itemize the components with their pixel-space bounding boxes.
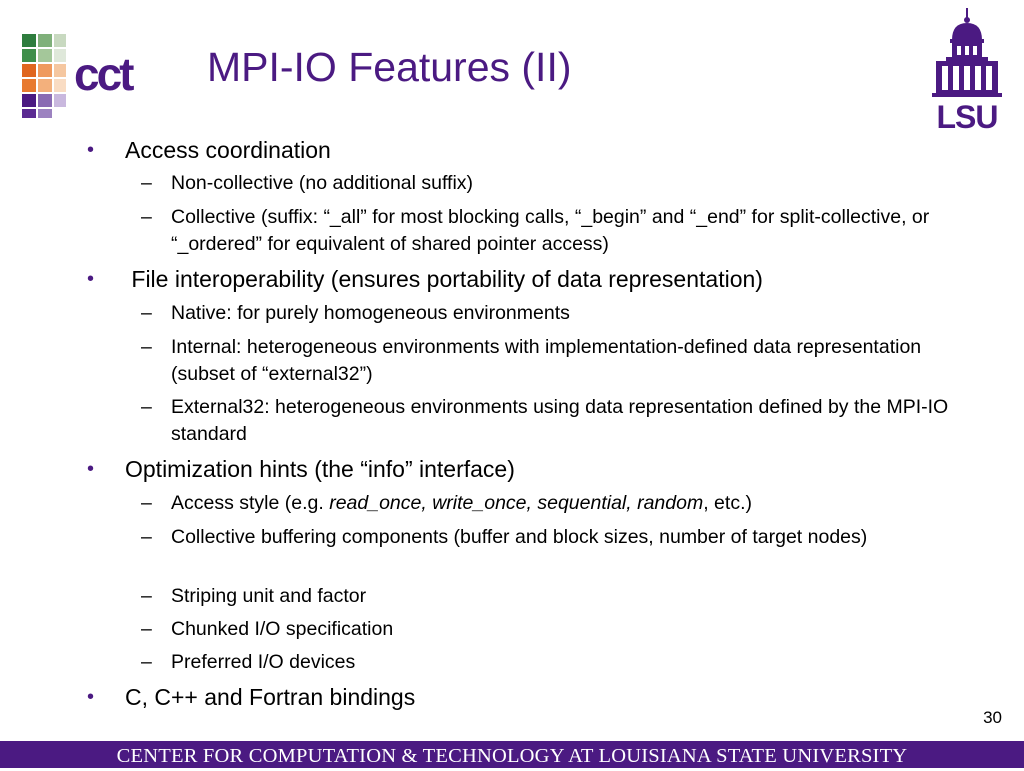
dash-mark: – — [141, 302, 152, 324]
bullet-item — [87, 265, 945, 293]
sub-bullet-item — [141, 334, 951, 388]
sub-bullet-item — [141, 616, 951, 643]
cct-wordmark: cct — [74, 48, 132, 100]
sub-bullet-text: Collective (suffix: “_all” for most blocking calls, “_begin” and “_end” for split-collective, or “_ordered” for equivalent of shared pointer access) — [171, 206, 930, 255]
sub-bullet-item — [141, 394, 951, 448]
bullet-text: Optimization hints (the “info” interface) — [125, 456, 515, 482]
sub-bullet-item — [141, 204, 951, 258]
sub-bullet-italic-text: read_once, write_once, sequential, random — [329, 492, 704, 514]
dash-mark: – — [141, 172, 152, 194]
sub-bullet-text: Internal: heterogeneous environments with implementation-defined data representation (subset of “external32”) — [171, 336, 922, 385]
lsu-wordmark: LSU — [936, 99, 998, 132]
sub-bullet-item — [141, 300, 951, 327]
sub-bullet-text: Access style (e.g. — [171, 492, 330, 514]
dash-mark: – — [141, 492, 152, 514]
bullet-item — [87, 683, 945, 711]
bullet-item — [87, 136, 945, 164]
bullet-item — [87, 455, 945, 483]
sub-bullet-text: , etc.) — [703, 492, 752, 514]
sub-bullet-text: External32: heterogeneous environments using data representation defined by the MPI-IO standard — [171, 396, 949, 445]
dash-mark: – — [141, 526, 152, 548]
sub-bullet-item — [141, 170, 951, 197]
bullet-mark: • — [87, 268, 95, 290]
sub-bullet-text: Collective buffering components (buffer and block sizes, number of target nodes) — [171, 526, 868, 548]
bullet-text: File interoperability (ensures portability of data representation) — [125, 266, 763, 292]
sub-bullet-item — [141, 490, 951, 517]
sub-bullet-text: Non-collective (no additional suffix) — [171, 172, 474, 194]
cct-logo — [22, 34, 180, 118]
dash-mark: – — [141, 396, 152, 418]
sub-bullet-item — [141, 649, 951, 676]
bullet-text: C, C++ and Fortran bindings — [125, 684, 416, 710]
dash-mark: – — [141, 336, 152, 358]
bullet-mark: • — [87, 686, 95, 708]
lsu-logo — [928, 6, 1006, 132]
sub-bullet-item — [141, 583, 951, 610]
sub-bullet-item — [141, 524, 951, 551]
dash-mark: – — [141, 651, 152, 673]
dash-mark: – — [141, 585, 152, 607]
bullet-text: Access coordination — [125, 137, 331, 163]
bullet-mark: • — [87, 139, 95, 161]
sub-bullet-text: Striping unit and factor — [171, 585, 367, 607]
dash-mark: – — [141, 206, 152, 228]
sub-bullet-text: Chunked I/O specification — [171, 618, 394, 640]
footer-banner: CENTER FOR COMPUTATION & TECHNOLOGY AT LOUISIANA STATE UNIVERSITY — [0, 741, 1024, 768]
page-number: 30 — [983, 708, 1002, 727]
slide-title: MPI-IO Features (II) — [207, 44, 572, 90]
sub-bullet-text: Preferred I/O devices — [171, 651, 356, 673]
sub-bullet-text: Native: for purely homogeneous environments — [171, 302, 570, 324]
bullet-mark: • — [87, 458, 95, 480]
dash-mark: – — [141, 618, 152, 640]
